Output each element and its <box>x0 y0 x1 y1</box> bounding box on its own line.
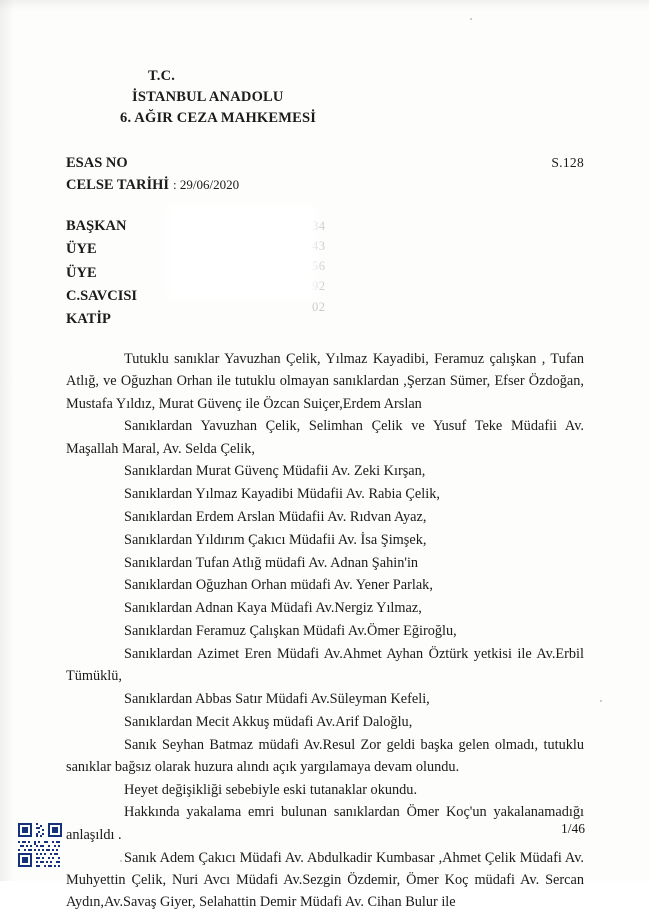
document-content <box>66 66 584 914</box>
roster-faint-number: 02 <box>312 299 326 314</box>
page-edge-shadow-top <box>0 0 649 10</box>
heading-line-court: 6. AĞIR CEZA MAHKEMESİ <box>120 110 317 127</box>
paragraph: Sanıklardan Yılmaz Kayadibi Müdafii Av. Rabia Çelik, <box>124 486 440 503</box>
roster-row-baskan <box>66 215 584 238</box>
roster-label: ÜYE <box>66 264 97 281</box>
paragraph: Tutuklu sanıklar Yavuzhan Çelik, Yılmaz Kayadibi, Feramuz çalışkan , Tufan Atlığ, ve Oğuzhan Orhan ile tutuklu olmayan sanıklardan ,Şerzan Sümer, Efser Özdoğan, Mustafa Yıldız, Murat Güvenç ile Özcan Suiçer,Erdem Arslan <box>66 350 584 412</box>
paragraph: Sanıklardan Yıldırım Çakıcı Müdafii Av. İsa Şimşek, <box>124 531 427 548</box>
paragraph: Sanıklardan Mecit Akkuş müdafi Av.Arif Daloğlu, <box>124 713 413 730</box>
roster-faint-number: 34 <box>312 218 326 233</box>
roster-label: BAŞKAN <box>66 217 127 234</box>
paragraph: Sanıklardan Azimet Eren Müdafi Av.Ahmet Ayhan Öztürk yetkisi ile Av.Erbil Tümüklü, <box>66 645 584 685</box>
roster-label: KATİP <box>66 311 111 328</box>
paragraph: Sanıklardan Tufan Atlığ müdafi Av. Adnan Şahin'in <box>124 554 419 571</box>
court-heading <box>120 66 584 129</box>
page-number: 1/46 <box>560 821 585 836</box>
paragraph: Hakkında yakalama emri bulunan sanıklardan Ömer Koç'un yakalanamadığı anlaşıldı . <box>66 804 584 843</box>
paragraph: Sanıklardan Oğuzhan Orhan müdafi Av. Yener Parlak, <box>124 577 433 594</box>
paragraph: Heyet değişikliği sebebiyle eski tutanaklar okundu. <box>124 781 418 798</box>
roster-row-uye-2 <box>66 262 584 285</box>
paragraph: Sanıklardan Feramuz Çalışkan Müdafi Av.Ömer Eğiroğlu, <box>124 623 457 640</box>
roster-faint-number: 56 <box>312 259 326 274</box>
roster-row-csavcisi <box>66 285 584 308</box>
paragraph: Sanıklardan Abbas Satır Müdafi Av.Süleyman Kefeli, <box>124 690 430 707</box>
court-roster <box>66 215 584 332</box>
roster-faint-number: 92 <box>312 279 326 294</box>
page-code: S.128 <box>551 155 584 171</box>
paragraph: Sanıklardan Erdem Arslan Müdafii Av. Rıdvan Ayaz, <box>124 509 427 526</box>
esas-no-label: ESAS NO <box>66 155 128 172</box>
paragraph: Sanıklardan Murat Güvenç Müdafii Av. Zeki Kırşan, <box>124 463 426 480</box>
esas-no-row <box>66 153 584 175</box>
roster-row-uye-1 <box>66 238 584 261</box>
celse-tarihi-label: CELSE TARİHİ <box>66 176 170 193</box>
paragraph: Sanıklardan Adnan Kaya Müdafi Av.Nergiz Yılmaz, <box>124 600 422 617</box>
roster-row-katip <box>66 308 584 331</box>
page-edge-shadow-left <box>0 0 14 881</box>
scan-speck <box>470 18 472 20</box>
scan-speck <box>600 700 602 702</box>
paragraph: Sanık Seyhan Batmaz müdafi Av.Resul Zor geldi başka gelen olmadı, tutuklu sanıklar bağsız olarak huzura alındı açık yargılamaya devam olundu. <box>66 736 584 775</box>
celse-tarihi-value: : 29/06/2020 <box>173 176 240 192</box>
roster-faint-number: 43 <box>312 238 326 253</box>
paragraph: Sanık Adem Çakıcı Müdafi Av. Abdulkadir Kumbasar ,Ahmet Çelik Müdafi Av. Muhyettin Çelik, Nuri Avcı Müdafi Av.Sezgin Özdemir, Ömer Koç müdafi Av. Sercan Aydın,Av.Savaş Giyer, Selahattin Demir Müdafi Av. Cihan Bulur ile <box>66 849 584 911</box>
roster-label: C.SAVCISI <box>66 288 138 304</box>
paragraph: Sanıklardan Yavuzhan Çelik, Selimhan Çelik ve Yusuf Teke Müdafii Av. Maşallah Maral, Av. Selda Çelik, <box>66 418 584 457</box>
minutes-body <box>66 348 584 913</box>
heading-line-tc: T.C. <box>148 68 176 84</box>
qr-code-icon <box>18 823 62 867</box>
case-meta <box>66 153 584 197</box>
roster-label: ÜYE <box>66 241 97 258</box>
heading-line-city: İSTANBUL ANADOLU <box>132 89 284 106</box>
celse-tarihi-row <box>66 175 584 197</box>
